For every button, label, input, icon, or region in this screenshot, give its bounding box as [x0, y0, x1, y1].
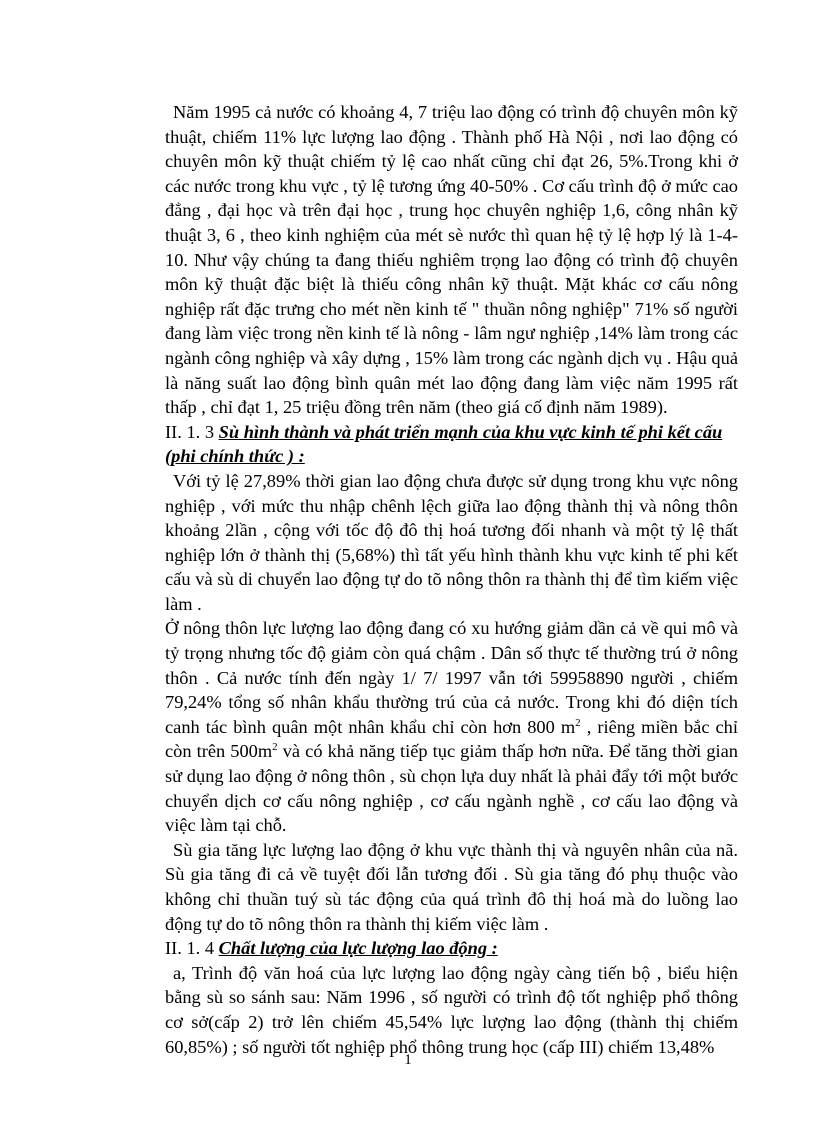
paragraph-informal-sector: Với tỷ lệ 27,89% thời gian lao động chưa được sử dụng trong khu vực nông nghiệp , với mức thu nhập chênh lệch giữa lao động thành thị và nông thôn khoảng 2lần , cộng với tốc độ đô thị hoá tương đối nhanh và một tỷ lệ thất nghiệp lớn ở thành thị (5,68%) thì tất yếu hình thành khu vực kinh tế phi kết cấu và sù di chuyển lao động tự do tõ nông thôn ra thành thị để tìm kiếm việc làm .: [165, 470, 738, 614]
paragraph-text: và có khả năng tiếp tục giảm thấp hơn nữa. Để tăng thời gian sử dụng lao động ở nông thôn , sù chọn lựa duy nhất là phải đẩy tới một bước chuyển dịch cơ cấu nông nghiệp , cơ cấu ngành nghề , cơ cấu lao động và việc làm tại chỗ.: [165, 741, 739, 836]
section-title: Sù hình thành và phát triển mạnh của khu vực kinh tế phi kết cấu (phi chính thức ) :: [165, 421, 723, 467]
section-heading-2-1-3: [165, 420, 738, 469]
paragraph-text: Ở nông thôn lực lượng lao động đang có xu hướng giảm dần cả về qui mô và tỷ trọng nhưng tốc độ giảm còn quá chậm . Dân số thực tế thường trú ở nông thôn . Cả nước tính đến ngày 1/ 7/ 1997 vẫn tới 59958890 người , chiếm 79,24% tổng số nhân khẩu thường trú của cả nước. Trong khi đó diện tích canh tác bình quân một nhân khẩu chỉ còn hơn 800 m: [165, 618, 738, 737]
paragraph-rural-labor: [165, 616, 738, 837]
paragraph-labor-qualification: Năm 1995 cả nước có khoảng 4, 7 triệu lao động có trình độ chuyên môn kỹ thuật, chiếm 11% lực lượng lao động . Thành phố Hà Nội , nơi lao động có chuyên môn kỹ thuật chiếm tỷ lệ cao nhất cũng chỉ đạt 26, 5%.Trong khi ở các nước trong khu vực , tỷ lệ tương ứng 40-50% . Cơ cấu trình độ ở mức cao đẳng , đại học và trên đại học , trung học chuyên nghiệp 1,6, công nhân kỹ thuật 3, 6 , theo kinh nghiệm của mét sè nước thì quan hệ tỷ lệ hợp lý là 1-4-10. Như vậy chúng ta đang thiếu nghiêm trọng lao động có trình độ chuyên môn kỹ thuật đặc biệt là thiếu công nhân kỹ thuật. Mặt khác cơ cấu nông nghiệp rất đặc trưng cho mét nền kinh tế " thuần nông nghiệp" 71% số người đang làm việc trong nền kinh tế là nông - lâm ngư nghiệp ,14% làm trong các ngành công nghiệp và xây dựng , 15% làm trong các ngành dịch vụ . Hậu quả là năng suất lao động bình quân mét lao động đang làm việc năm 1995 rất thấp , chỉ đạt 1, 25 triệu đồng trên năm (theo giá cố định năm 1989).: [165, 102, 738, 418]
section-heading-2-1-4: [165, 936, 738, 961]
section-title: Chất lượng của lực lượng lao động :: [218, 938, 498, 959]
paragraph-text: , riêng miền bắc chỉ còn trên 500m: [165, 716, 738, 762]
superscript: 2: [272, 741, 278, 754]
paragraph-education-level: a, Trình độ văn hoá của lực lượng lao động ngày càng tiến bộ , biểu hiện bằng sù so sánh sau: Năm 1996 , số người có trình độ tốt nghiệp phổ thông cơ sở(cấp 2) trở lên chiếm 45,54% lực lượng lao động (thành thị chiếm 60,85%) ; số người tốt nghiệp phổ thông trung học (cấp III) chiếm 13,48%: [165, 962, 738, 1057]
superscript: 2: [575, 716, 581, 729]
page-number: 1: [404, 1052, 412, 1068]
section-number: II. 1. 4: [165, 938, 215, 959]
paragraph-urban-labor-growth: Sù gia tăng lực lượng lao động ở khu vực thành thị và nguyên nhân của nã. Sù gia tăng đi cả về tuyệt đối lẫn tương đối . Sù gia tăng đó phụ thuộc vào không chỉ thuần tuý sù tác động của quá trình đô thị hoá mà do luồng lao động tự do tõ nông thôn ra thành thị kiếm việc làm .: [165, 839, 738, 934]
section-number: II. 1. 3: [165, 421, 215, 442]
